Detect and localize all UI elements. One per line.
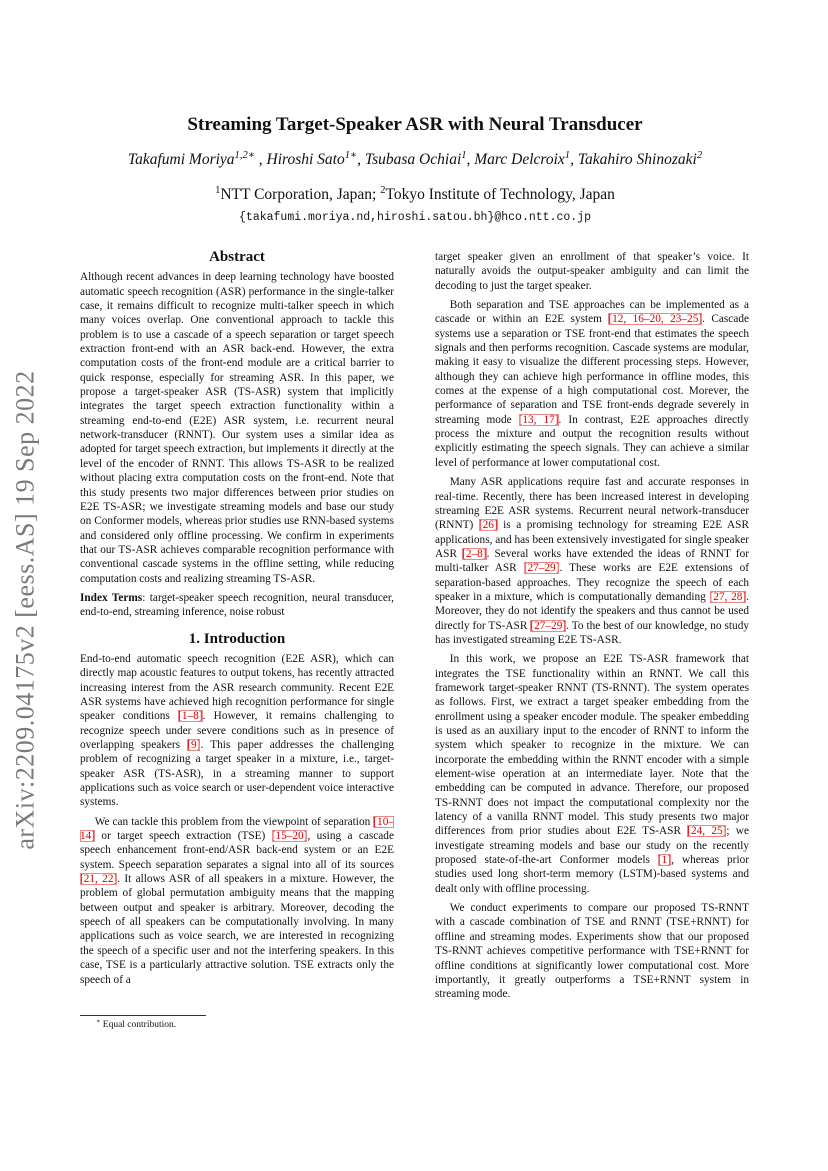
author: Takahiro Shinozaki$^2$ (577, 149, 703, 168)
right-column-body (435, 250, 749, 1002)
citation-link[interactable]: [27, 28] (709, 590, 747, 603)
citation-link[interactable]: [13, 17] (518, 413, 559, 426)
citation-link[interactable]: [1] (657, 854, 672, 867)
index-terms: Index Terms: target-speaker speech recognition, neural transducer, end-to-end, streaming inference, noise robust (80, 591, 394, 619)
text-run: . This paper addresses the challenging problem of recognizing a target speaker in a mixture, i.e., target-speaker ASR (TS-ASR), in a streaming manner to support applications such as voice search or user-dependent voice interactive systems. (80, 739, 394, 809)
author: Tsubasa Ochiai$^1$, (364, 149, 475, 168)
citation-link[interactable]: [1–8] (178, 710, 203, 723)
text-run: . It allows ASR of all speakers in a mixture. However, the problem of global permutation ambiguity means that the mapping between output and speaker is arbitrary. Moreover, decoding the speech of all speakers can be computationally involving. In many applications such as voice search, we are interested in recognizing the speech of a specific user and not the interfering speakers. In this case, TSE is a particularly attractive solution. TSE extracts only the speech of a (80, 873, 394, 986)
citation-link[interactable]: [2–8] (462, 547, 487, 560)
text-run: , using a cascade speech enhancement front-end/ASR back-end system or an E2E system. Speech separation separates a signal into all of its sources (80, 830, 394, 871)
text-run: Both separation and TSE approaches can be implemented as a cascade or within an E2E system (435, 299, 749, 326)
affiliations: $^1$NTT Corporation, Japan; $^2$Tokyo Institute of Technology, Japan (215, 184, 615, 203)
introduction-heading: 1. Introduction (188, 630, 286, 647)
text-run: End-to-end automatic speech recognition (E2E ASR), which can directly map acoustic features to output tokens, has recently attracted increasing interest from the ASR research community. Recent E2E ASR systems have achieved high recognition performance for single speaker conditions (80, 652, 394, 723)
author-list (80, 151, 750, 169)
text-run: . Moreover, they do not identify the speakers and thus cannot be used directly for TS-ASR (435, 590, 749, 632)
text-run: or target speech extraction (TSE) (95, 830, 272, 843)
text-run: . These works are E2E extensions of separation-based approaches. They recognize the speech of each speaker in a mixture, which is computationally demanding (435, 562, 749, 603)
abstract-text: Although recent advances in deep learning technology have boosted automatic speech recognition (ASR) performance in the single-talker case, it remains difficult to recognize multi-talker speech in which many voices overlap. One conventional approach to tackle this problem is to use a cascade of a speech separation or target speech extraction front-end with an ASR back-end. However, the extra computation costs of the front-end module are a critical barrier to quick response, especially for streaming ASR. In this paper, we propose a target-speaker ASR (TS-ASR) system that implicitly integrates the target speech extraction functionality within a streaming end-to-end (E2E) ASR system, i.e. recurrent neural network-transducer (RNNT). Our system uses a similar idea as adopted for target speech extraction, but implements it directly at the level of the encoder of RNNT. This allows TS-ASR to be realized without placing extra computation costs on the front-end. Note that this study presents two major differences between prior studies on E2E TS-ASR; we investigate streaming models and base our study on Conformer models, whereas prior studies use RNN-based systems and considered only offline processing. We confirm in experiments that our TS-ASR achieves comparable recognition performance with conventional cascade systems in the offline setting, while reducing computation costs and realizing streaming TS-ASR. (80, 271, 394, 585)
author: Takafumi Moriya$^{1,2∗}$ , (127, 149, 267, 168)
left-column (80, 250, 394, 987)
arxiv-id-text: arXiv:2209.04175v2 [eess.AS] 19 Sep 2022 (11, 370, 41, 850)
introduction-body (80, 652, 394, 987)
text-run: In this work, we propose an E2E TS-ASR framework that integrates the TSE functionality within an RNNT. We call this framework target-speaker RNNT (TS-RNNT). The system operates as follows. First, we extract a target speaker embedding from the enrollment using a speaker encoder module. The speaker embedding is used as an auxiliary input to the encoder of RNNT to inform the system which speaker to recognize in the mixture. We can incorporate the embedding within the RNNT encoder with a simple element-wise operation at an intermediate layer. Note that the embedding can be computed in advance. Therefore, our proposed TS-RNNT does not impact the computational complexity nor the latency of a vanilla RNNT model. This study presents two major differences from prior studies about E2E TS-ASR (435, 653, 749, 838)
text-run: Many ASR applications require fast and accurate responses in real-time. Recently, there has been increased interest in developing streaming E2E ASR systems. Recurrent neural network-transducer (RNNT) (435, 476, 749, 532)
author-email: {takafumi.moriya.nd,hiroshi.satou.bh}@hco.ntt.co.jp (239, 211, 591, 224)
citation-link[interactable]: [26] (478, 519, 498, 532)
text-run: , whereas prior studies used long short-term memory (LSTM)-based systems and dealt only with offline processing. (435, 854, 749, 895)
text-run: We conduct experiments to compare our proposed TS-RNNT with a cascade combination of TSE and RNNT (TSE+RNNT) for offline and streaming modes. Experiments show that our proposed TS-RNNT achieves competitive performance with TSE+RNNT for offline conditions at significantly lower computational cost. More importantly, it greatly outperforms a TSE+RNNT system in streaming mode. (435, 902, 749, 1001)
text-run: . However, it remains challenging to recognize speech under severe conditions such as in presence of overlapping speakers (80, 710, 395, 751)
right-column (435, 250, 749, 1002)
text-run: . Several works have extended the ideas of RNNT for multi-talker ASR (435, 547, 749, 575)
citation-link[interactable]: [24, 25] (687, 825, 727, 838)
footnote-text: ∗ Equal contribution. (96, 1017, 177, 1030)
citation-link[interactable]: [10–14] (80, 815, 394, 843)
body-paragraph (435, 652, 749, 896)
text-run: is a promising technology for streaming E2E ASR applications, and has been extensively investigated for single speaker ASR (435, 519, 749, 560)
body-paragraph (435, 475, 749, 647)
citation-link[interactable]: [12, 16–20, 23–25] (608, 313, 703, 326)
body-paragraph (435, 901, 749, 1001)
text-run: . To the best of our knowledge, no study has investigated streaming E2E TS-ASR. (435, 619, 749, 646)
citation-link[interactable]: [15–20] (271, 830, 308, 843)
citation-link[interactable]: [27–29] (523, 562, 560, 575)
text-run: . Cascade systems use a separation or TSE front-end that estimates the speech signals and then performs recognition. Cascade systems are modular, making it easy to visualize the different processing steps. However, although they can achieve high performance in offline modes, this comes at the expense of a high computational cost. Morever, the performance of separation and TSE front-ends degrade severely in streaming mode (435, 313, 749, 426)
footnote-rule (80, 1015, 206, 1016)
footnote (80, 1015, 394, 1030)
citation-link[interactable]: [27–29] (530, 619, 567, 632)
arxiv-identifier-stamp (6, 350, 46, 870)
citation-link[interactable]: [21, 22] (80, 873, 118, 886)
body-paragraph (80, 815, 394, 987)
paper-title: Streaming Target-Speaker ASR with Neural Transducer (187, 114, 643, 135)
body-paragraph (435, 250, 749, 293)
body-paragraph (80, 652, 394, 810)
text-run: . In contrast, E2E approaches directly process the mixture and output the recognition results without explicitly estimating the speech signals. They can achieve a similar level of performance at lower computational cost. (435, 413, 749, 469)
body-paragraph (435, 298, 749, 470)
text-run: target speaker given an enrollment of that speaker’s voice. It naturally avoids the output-speaker ambiguity and can limit the decoding to just the target speaker. (435, 251, 749, 292)
author: Marc Delcroix$^1$, (474, 149, 578, 168)
citation-link[interactable]: [9] (187, 739, 201, 751)
text-run: We can tackle this problem from the viewpoint of separation (94, 815, 374, 828)
abstract-heading: Abstract (209, 249, 265, 265)
text-run: ; we investigate streaming models and base our study on the recently proposed state-of-the-art Conformer models (435, 825, 749, 867)
author: Hiroshi Sato$^{1∗}$, (266, 149, 365, 168)
